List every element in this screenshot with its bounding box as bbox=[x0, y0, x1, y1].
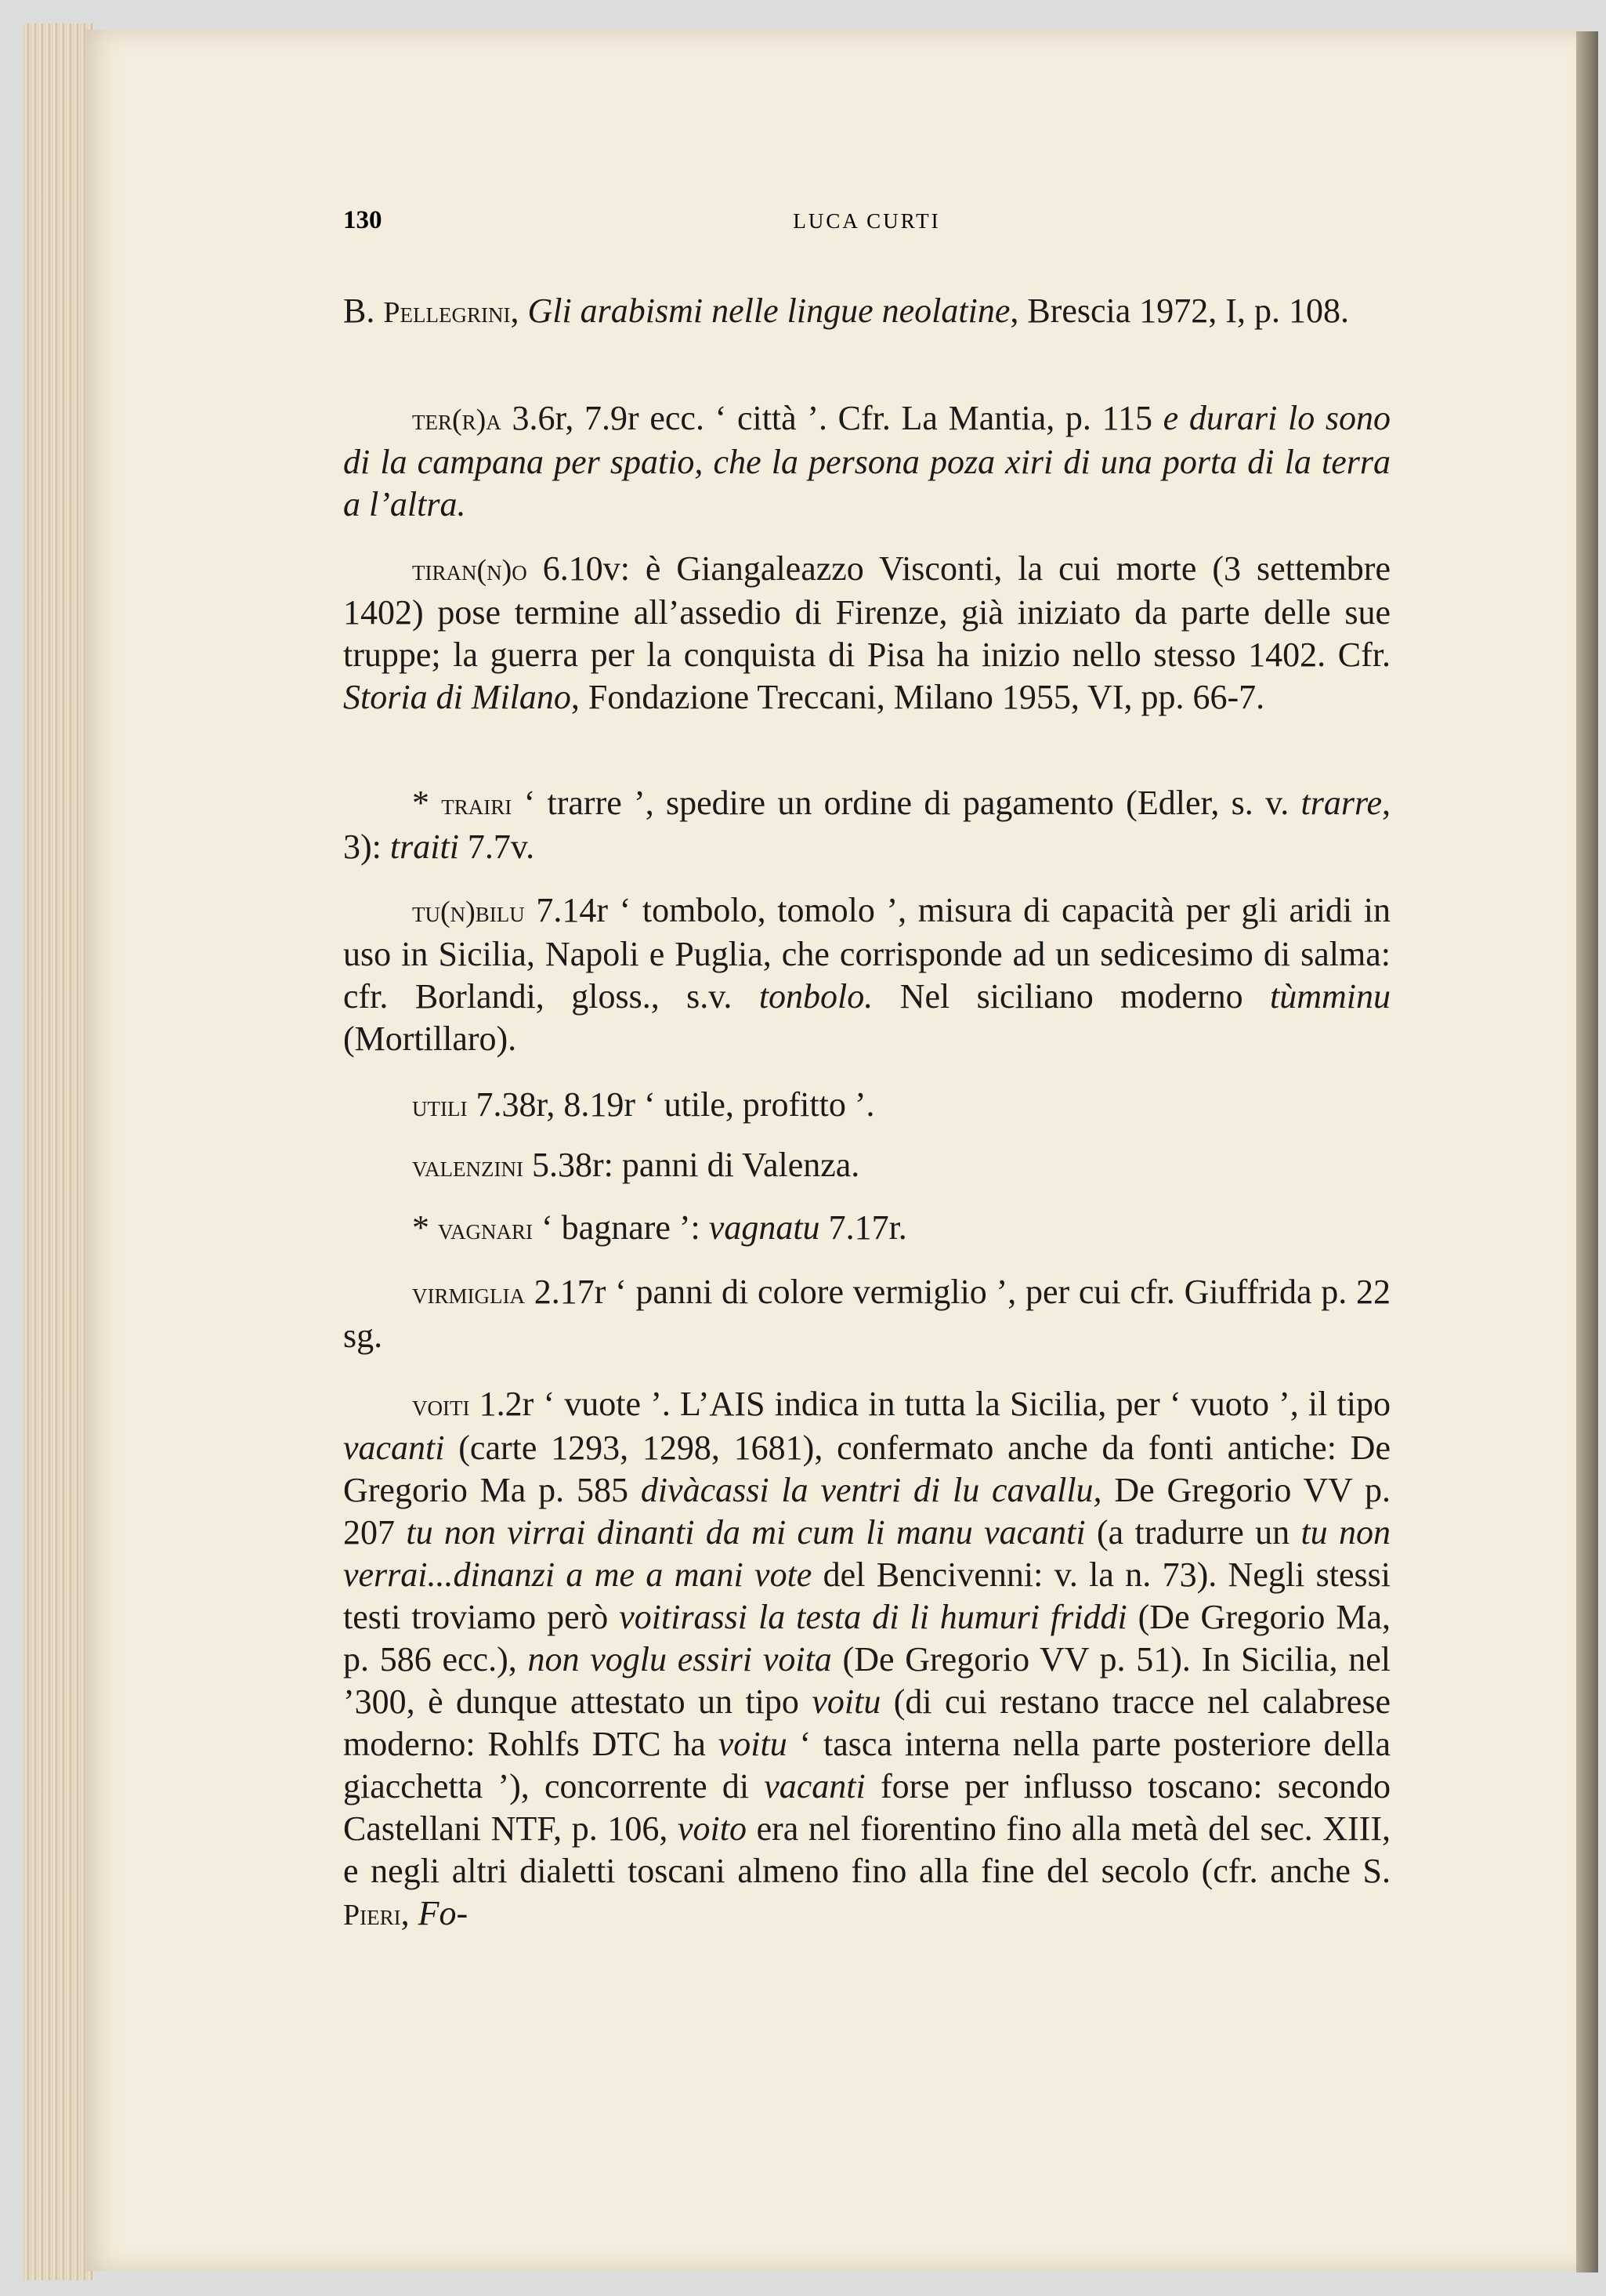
entry-9-run-0 bbox=[343, 1385, 412, 1423]
entry-2-run-0 bbox=[343, 549, 412, 588]
entry-7-run-3: vagnatu bbox=[708, 1208, 820, 1247]
entry-9-run-12: (De Gregorio Ma, p. 586 ecc.), bbox=[343, 1598, 1391, 1679]
entry-3-run-6: 7.7v. bbox=[458, 828, 535, 866]
entry-4-run-5: tùmminu bbox=[1270, 977, 1391, 1016]
entry-8-run-2: 2.17r ‘ panni di colore vermiglio ’, per cui cfr. Giuffrida p. 22 sg. bbox=[343, 1273, 1391, 1355]
entry-5-run-1: utili bbox=[412, 1090, 468, 1123]
entry-6-run-0 bbox=[343, 1146, 412, 1184]
entry-4-run-3: tonbolo. bbox=[758, 977, 874, 1016]
entry-2-run-4: , Fondazione Treccani, Milano 1955, VI, pp. 66-7. bbox=[570, 678, 1265, 716]
entry-1-run-0 bbox=[343, 399, 412, 437]
entry-7-run-2: ‘ bagnare ’: bbox=[533, 1208, 709, 1247]
entry-3-run-5: traiti bbox=[389, 828, 459, 866]
entry-3-run-2: ‘ trarre ’, spedire un ordine di pagamento (Edler, s. v. bbox=[512, 784, 1301, 822]
entry-terra bbox=[343, 397, 1391, 526]
entry-9-run-24: , bbox=[400, 1894, 418, 1932]
entry-7-run-0: * bbox=[343, 1208, 438, 1247]
entry-9-run-4: (carte 1293, 1298, 1681), confermato anche da fonti antiche: De Gregorio Ma p. 585 bbox=[343, 1429, 1391, 1509]
entry-2-run-2: 6.10v: è Giangaleazzo Visconti, la cui morte (3 settembre 1402) pose termine all’assedio di Firenze, già iniziato da parte delle sue truppe; la guerra per la conquista di Pisa ha inizio nello stesso 1402. Cfr. bbox=[343, 549, 1391, 674]
entry-9-run-9: tu non verrai...dinanzi a me a mani vote bbox=[343, 1513, 1391, 1594]
entry-3-run-1: trairi bbox=[441, 788, 512, 821]
entry-9-run-20: forse per influsso toscano: secondo Castellani NTF, p. 106, bbox=[343, 1767, 1391, 1848]
entry-3-run-0: * bbox=[343, 784, 442, 822]
entry-9-run-22: era nel fiorentino fino alla metà del sec. XIII, e negli altri dialetti toscani almeno fino alla fine del secolo (cfr. anche S. bbox=[343, 1809, 1391, 1890]
book-spine-shadow bbox=[1576, 31, 1598, 2272]
entry-3-run-4: , 3): bbox=[343, 784, 1391, 866]
entry-utili bbox=[343, 1084, 1391, 1128]
running-title: LUCA CURTI bbox=[793, 209, 941, 233]
entry-1-run-1: ter(r)a bbox=[412, 404, 501, 436]
page-number: 130 bbox=[343, 206, 382, 234]
entry-9-run-3: vacanti bbox=[343, 1429, 445, 1467]
entry-4-run-6: (Mortillaro). bbox=[343, 1019, 517, 1058]
entry-3-run-3: trarre bbox=[1300, 784, 1382, 822]
entry-9-run-14: (De Gregorio VV p. 51). In Sicilia, nel ’300, è dunque attestato un tipo bbox=[343, 1640, 1391, 1721]
entry-1-run-2: 3.6r, 7.9r ecc. ‘ città ’. Cfr. La Mantia, p. 115 bbox=[501, 399, 1163, 437]
entry-tunbilu bbox=[343, 889, 1391, 1060]
entry-pellegrini bbox=[343, 290, 1391, 334]
entry-9-run-25: Fo- bbox=[418, 1894, 468, 1932]
entry-4-run-4: Nel siciliano moderno bbox=[873, 977, 1270, 1016]
entry-2-run-1: tiran(n)o bbox=[412, 554, 527, 587]
entry-9-run-16: (di cui restano tracce nel calabrese moderno: Rohlfs DTC ha bbox=[343, 1682, 1391, 1763]
entry-1-run-3: e durari lo sono di la campana per spatio, che la persona poza xiri di una porta di la terra a l’altra. bbox=[343, 399, 1391, 523]
entry-trairi bbox=[343, 782, 1391, 868]
running-header bbox=[343, 206, 1391, 237]
entry-8-run-0 bbox=[343, 1273, 412, 1311]
entry-9-run-13: non voglu essiri voita bbox=[527, 1640, 832, 1679]
entry-9-run-10: del Bencivenni: v. la n. 73). Negli stessi testi troviamo però bbox=[343, 1555, 1391, 1636]
entry-voiti bbox=[343, 1383, 1391, 1936]
book-page-edges bbox=[24, 24, 94, 2280]
entry-9-run-21: voito bbox=[678, 1809, 747, 1848]
entry-0-run-0: B. bbox=[343, 292, 384, 330]
entry-virmiglia bbox=[343, 1271, 1391, 1357]
entry-9-run-7: tu non virrai dinanti da mi cum li manu vacanti bbox=[406, 1513, 1086, 1552]
entry-4-run-2: 7.14r ‘ tombolo, tomolo ’, misura di capacità per gli aridi in uso in Sicilia, Napoli e Puglia, che corrisponde ad un sedicesimo di salma: cfr. Borlandi, gloss., s.v. bbox=[343, 891, 1391, 1016]
entry-9-run-19: vacanti bbox=[764, 1767, 866, 1805]
entry-9-run-1: voiti bbox=[412, 1389, 470, 1422]
entry-9-run-2: 1.2r ‘ vuote ’. L’AIS indica in tutta la Sicilia, per ‘ vuoto ’, il tipo bbox=[469, 1385, 1391, 1423]
entry-9-run-15: voitu bbox=[812, 1682, 881, 1721]
entry-8-run-1: virmiglia bbox=[412, 1277, 525, 1310]
entry-7-run-1: vagnari bbox=[438, 1213, 534, 1246]
entry-valenzini bbox=[343, 1144, 1391, 1188]
entry-5-run-2: 7.38r, 8.19r ‘ utile, profitto ’. bbox=[467, 1085, 875, 1124]
entry-vagnari bbox=[343, 1207, 1391, 1251]
entry-2-run-3: Storia di Milano bbox=[343, 678, 571, 716]
entry-6-run-2: 5.38r: panni di Valenza. bbox=[523, 1146, 860, 1184]
entry-6-run-1: valenzini bbox=[412, 1150, 523, 1183]
entry-9-run-11: voitirassi la testa di li humuri friddi bbox=[619, 1598, 1127, 1636]
entry-9-run-17: voitu bbox=[718, 1725, 787, 1763]
entry-9-run-6: De Gregorio VV p. 207 bbox=[343, 1471, 1391, 1552]
entry-9-run-8: (a tradurre un bbox=[1085, 1513, 1301, 1552]
entry-0-run-4: , Brescia 1972, I, p. 108. bbox=[1010, 292, 1349, 330]
entry-4-run-0 bbox=[343, 891, 412, 929]
entry-5-run-0 bbox=[343, 1085, 412, 1124]
entry-tiranno bbox=[343, 548, 1391, 719]
entry-4-run-1: tu(n)bilu bbox=[412, 896, 525, 929]
entry-7-run-4: 7.17r. bbox=[819, 1208, 907, 1247]
entry-0-run-1: Pellegrini bbox=[383, 296, 511, 329]
entry-9-run-18: ‘ tasca interna nella parte posteriore della giacchetta ’), concorrente di bbox=[343, 1725, 1391, 1805]
entry-9-run-5: divàcassi la ventri di lu cavallu, bbox=[640, 1471, 1102, 1509]
entry-0-run-3: Gli arabismi nelle lingue neolatine bbox=[527, 292, 1011, 330]
entry-0-run-2: , bbox=[510, 292, 528, 330]
entry-9-run-23: Pieri bbox=[343, 1899, 401, 1932]
